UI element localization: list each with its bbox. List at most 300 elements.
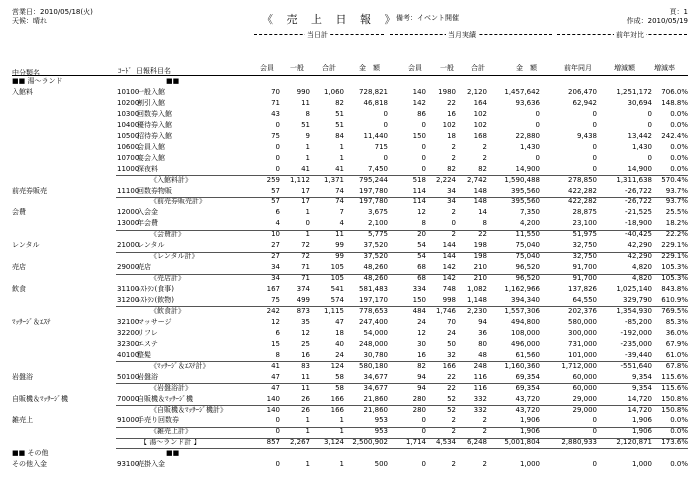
value-diff: -26,722: [624, 197, 652, 206]
page-number: 頁：1: [669, 8, 688, 16]
value-today-amount: 54,000: [363, 328, 388, 337]
weather: 天候：晴れ: [12, 17, 47, 25]
code-cell: 10500: [117, 131, 140, 140]
value-prev-month: 101,000: [568, 350, 597, 359]
value-today-general: 17: [301, 186, 310, 195]
code-cell: 50100: [117, 372, 140, 381]
col-rate: 増減率: [654, 64, 675, 72]
value-month-general: 2: [451, 208, 456, 217]
col-today-general: 一般: [290, 64, 304, 72]
value-month-member: 12: [417, 328, 426, 337]
value-today-general: 72: [301, 252, 310, 261]
value-month-total: 148: [473, 186, 487, 195]
value-prev-month: 51,975: [572, 230, 597, 239]
value-rate: 769.5%: [661, 306, 688, 315]
code-cell: 10600: [117, 142, 140, 151]
value-month-member: 86: [417, 109, 426, 118]
value-rate: 36.0%: [665, 328, 688, 337]
value-today-total: 18: [335, 328, 344, 337]
item-cell: 会員入館: [137, 142, 165, 151]
value-month-total: 210: [473, 263, 487, 272]
value-today-amount: 247,400: [359, 317, 388, 326]
category-cell: 入館料: [12, 87, 33, 96]
value-month-member: 0: [421, 164, 426, 173]
value-today-general: 1,112: [289, 175, 310, 184]
value-month-amount: 69,354: [515, 372, 540, 381]
col-diff: 増減額: [614, 64, 635, 72]
table-row: [0, 284, 700, 294]
value-rate: 85.3%: [665, 317, 688, 326]
category-cell: ■■ その他: [12, 449, 49, 458]
value-today-general: 26: [301, 394, 310, 403]
subtotal-rule: [116, 175, 688, 176]
value-today-amount: 34,677: [363, 372, 388, 381]
item-cell: 一般入館: [137, 87, 165, 96]
value-month-general: 22: [447, 372, 456, 381]
value-month-general: 50: [447, 339, 456, 348]
value-month-amount: 11,550: [515, 230, 540, 239]
value-today-general: 51: [301, 120, 310, 129]
value-month-total: 48: [478, 350, 487, 359]
table-row: [0, 218, 700, 228]
value-month-member: 280: [412, 394, 426, 403]
col-month-general: 一般: [440, 64, 454, 72]
value-today-total: 24: [335, 350, 344, 359]
total-row: [0, 405, 700, 415]
value-month-total: 2,742: [466, 175, 487, 184]
value-month-general: 82: [447, 164, 456, 173]
value-month-amount: 96,520: [515, 263, 540, 272]
value-rate: 22.2%: [665, 230, 688, 239]
value-today-member: 0: [275, 416, 280, 425]
value-today-member: 75: [271, 296, 280, 304]
value-rate: 0.0%: [670, 120, 688, 129]
value-month-member: 0: [421, 153, 426, 162]
value-month-general: 70: [447, 317, 456, 326]
value-rate: 610.9%: [661, 296, 688, 304]
value-today-general: 499: [296, 296, 310, 304]
value-diff: 14,720: [627, 394, 652, 403]
value-month-general: 2: [451, 460, 456, 469]
value-today-amount: 0: [383, 120, 388, 129]
value-month-member: 142: [412, 98, 426, 107]
value-today-member: 47: [271, 383, 280, 392]
value-month-member: 0: [421, 416, 426, 425]
value-prev-month: 91,700: [572, 274, 597, 283]
item-cell: 優待券入館: [137, 120, 172, 129]
value-today-amount: 728,821: [359, 87, 388, 96]
value-diff: 14,720: [627, 405, 652, 414]
value-today-total: 541: [330, 285, 344, 294]
value-today-general: 1: [305, 230, 310, 239]
value-today-general: 11: [301, 372, 310, 381]
value-prev-month: 23,100: [572, 219, 597, 228]
item-cell: ■■: [166, 449, 180, 458]
value-today-member: 34: [271, 274, 280, 283]
value-month-general: 18: [447, 131, 456, 140]
value-diff: 0: [647, 120, 652, 129]
value-today-amount: 197,780: [359, 197, 388, 206]
value-rate: 18.2%: [665, 219, 688, 228]
value-today-amount: 34,677: [363, 383, 388, 392]
value-month-member: 518: [412, 175, 426, 184]
item-cell: 回数券入館: [137, 109, 172, 118]
value-rate: 105.3%: [661, 263, 688, 272]
table-row: [0, 131, 700, 141]
value-today-amount: 21,860: [363, 394, 388, 403]
item-cell: ﾚｽﾄﾗﾝ(食事): [137, 285, 174, 294]
value-month-amount: 1,590,488: [504, 175, 540, 184]
code-cell: 11000: [117, 164, 140, 173]
value-prev-month: 29,000: [572, 405, 597, 414]
item-cell: 手売り回数券: [137, 416, 179, 425]
value-prev-month: 731,000: [568, 339, 597, 348]
value-month-general: 2: [451, 427, 456, 436]
value-month-total: 116: [473, 383, 487, 392]
value-month-member: 94: [417, 372, 426, 381]
item-cell: マッサージ: [137, 317, 172, 326]
value-today-general: 374: [296, 285, 310, 294]
value-today-member: 0: [275, 120, 280, 129]
table-row: [0, 262, 700, 272]
value-month-amount: 43,720: [515, 405, 540, 414]
item-cell: 《売店計》: [150, 274, 185, 283]
value-today-amount: 11,440: [363, 131, 388, 140]
section-row: [0, 448, 700, 458]
subtotal-rule: [116, 230, 688, 231]
value-rate: 148.8%: [661, 98, 688, 107]
value-today-amount: 37,520: [363, 241, 388, 250]
value-diff: -551,640: [620, 361, 652, 370]
value-month-amount: 96,520: [515, 274, 540, 283]
col-today-total: 合計: [322, 64, 336, 72]
code-cell: 93100: [117, 460, 140, 469]
value-month-general: 52: [447, 394, 456, 403]
subtotal-rule: [116, 306, 688, 307]
value-today-general: 990: [296, 87, 310, 96]
value-today-amount: 3,675: [367, 208, 388, 217]
value-diff: 30,694: [627, 98, 652, 107]
value-prev-month: 2,880,933: [561, 438, 597, 447]
value-month-general: 1980: [438, 87, 456, 96]
value-today-member: 12: [271, 317, 280, 326]
value-month-total: 2: [482, 416, 487, 425]
value-month-general: 2: [451, 416, 456, 425]
table-row: [0, 120, 700, 130]
value-today-general: 0: [305, 219, 310, 228]
item-cell: 《雑売上計》: [150, 427, 192, 436]
value-rate: 150.8%: [661, 394, 688, 403]
value-today-member: 140: [266, 405, 280, 414]
value-month-amount: 1,557,306: [504, 306, 540, 315]
value-today-total: 4: [339, 219, 344, 228]
col-category: 中分類名: [12, 69, 40, 77]
code-cell: 31200: [117, 296, 140, 304]
code-cell: 10400: [117, 120, 140, 129]
table-row: [0, 98, 700, 108]
value-prev-month: 0: [592, 427, 597, 436]
value-month-amount: 1,906: [519, 427, 540, 436]
total-row: [0, 196, 700, 206]
value-today-member: 167: [266, 285, 280, 294]
value-month-member: 114: [412, 197, 426, 206]
value-prev-month: 29,000: [572, 394, 597, 403]
value-rate: 843.8%: [661, 285, 688, 294]
code-cell: 10700: [117, 153, 140, 162]
value-today-total: 99: [335, 241, 344, 250]
value-month-general: 32: [447, 350, 456, 359]
table-row: [0, 164, 700, 174]
value-rate: 242.4%: [661, 131, 688, 140]
value-month-member: 54: [417, 252, 426, 261]
table-row: [0, 372, 700, 382]
value-diff: 1,354,930: [616, 306, 652, 315]
value-month-member: 8: [421, 219, 426, 228]
subtotal-rule: [116, 405, 688, 406]
value-today-member: 0: [275, 460, 280, 469]
value-today-general: 16: [301, 350, 310, 359]
value-rate: 93.7%: [665, 197, 688, 206]
total-row: [0, 251, 700, 261]
value-month-member: 68: [417, 263, 426, 272]
total-row: [0, 273, 700, 283]
value-today-member: 47: [271, 372, 280, 381]
table-row: [0, 415, 700, 425]
value-diff: 42,290: [627, 241, 652, 250]
item-cell: 深夜料: [137, 164, 158, 173]
value-month-total: 82: [478, 164, 487, 173]
table-row: [0, 186, 700, 196]
value-month-general: 2: [451, 142, 456, 151]
value-today-amount: 795,244: [359, 175, 388, 184]
category-cell: ﾏｯｻｰｼﾞ＆ｴｽﾃ: [12, 317, 51, 326]
item-cell: 整髪: [137, 350, 151, 359]
value-month-member: 12: [417, 208, 426, 217]
value-today-amount: 581,483: [359, 285, 388, 294]
value-today-total: 51: [335, 109, 344, 118]
value-today-member: 70: [271, 87, 280, 96]
value-today-member: 857: [266, 438, 280, 447]
value-today-member: 71: [271, 98, 280, 107]
value-month-general: 102: [442, 120, 456, 129]
category-cell: 売店: [12, 263, 26, 272]
value-month-general: 0: [451, 219, 456, 228]
value-month-general: 34: [447, 186, 456, 195]
table-row: [0, 240, 700, 250]
col-today-amount: 金 額: [359, 64, 380, 72]
total-row: [0, 361, 700, 371]
value-prev-month: 0: [592, 164, 597, 173]
value-month-amount: 1,162,966: [504, 285, 540, 294]
value-rate: 0.0%: [670, 164, 688, 173]
item-cell: 自販機＆ﾏｯｻｰｼﾞ機: [137, 394, 193, 403]
value-today-total: 74: [335, 197, 344, 206]
value-diff: -192,000: [620, 328, 652, 337]
value-today-total: 105: [330, 274, 344, 283]
value-month-amount: 93,636: [515, 98, 540, 107]
value-prev-month: 278,850: [568, 175, 597, 184]
value-today-amount: 715: [374, 142, 388, 151]
value-rate: 173.6%: [661, 438, 688, 447]
value-prev-month: 580,000: [568, 317, 597, 326]
table-row: [0, 394, 700, 404]
value-today-amount: 580,180: [359, 361, 388, 370]
value-today-total: 166: [330, 405, 344, 414]
value-month-member: 0: [421, 460, 426, 469]
value-month-amount: 14,900: [515, 164, 540, 173]
value-month-general: 142: [442, 274, 456, 283]
item-cell: 売掛入金: [137, 460, 165, 469]
code-cell: 29000: [117, 263, 140, 272]
value-month-total: 148: [473, 197, 487, 206]
value-prev-month: 0: [592, 460, 597, 469]
value-month-general: 1,746: [435, 306, 456, 315]
item-cell: ■■: [166, 77, 180, 85]
value-prev-month: 422,282: [568, 186, 597, 195]
value-prev-month: 422,282: [568, 197, 597, 206]
value-month-general: 52: [447, 405, 456, 414]
value-today-general: 72: [301, 241, 310, 250]
value-prev-month: 9,438: [576, 131, 597, 140]
value-month-amount: 395,560: [511, 197, 540, 206]
code-cell: 13000: [117, 219, 140, 228]
subtotal-rule: [116, 197, 688, 198]
total-row: [0, 426, 700, 436]
value-today-amount: 37,520: [363, 252, 388, 261]
value-month-amount: 1,000: [519, 460, 540, 469]
value-today-total: 11: [335, 230, 344, 239]
value-rate: 115.6%: [661, 372, 688, 381]
value-prev-month: 0: [592, 153, 597, 162]
item-cell: 《会費計》: [150, 230, 185, 239]
value-rate: 61.0%: [665, 350, 688, 359]
value-today-general: 12: [301, 328, 310, 337]
value-month-member: 140: [412, 87, 426, 96]
value-today-member: 0: [275, 164, 280, 173]
value-prev-month: 1,712,000: [561, 361, 597, 370]
value-month-general: 4,534: [435, 438, 456, 447]
value-today-member: 0: [275, 153, 280, 162]
code-cell: 31100: [117, 285, 140, 294]
col-prev-month: 前年同月: [564, 64, 592, 72]
value-today-general: 1: [305, 427, 310, 436]
value-today-amount: 500: [374, 460, 388, 469]
value-rate: 67.8%: [665, 361, 688, 370]
value-month-amount: 395,560: [511, 186, 540, 195]
value-today-total: 1: [339, 460, 344, 469]
value-today-total: 1,060: [323, 87, 344, 96]
value-month-total: 80: [478, 339, 487, 348]
table-row: [0, 153, 700, 163]
value-today-total: 58: [335, 383, 344, 392]
category-cell: 雑売上: [12, 416, 33, 425]
value-month-total: 2,230: [466, 306, 487, 315]
value-today-general: 1: [305, 142, 310, 151]
value-month-amount: 7,350: [519, 208, 540, 217]
value-rate: 150.8%: [661, 405, 688, 414]
table-row: [0, 295, 700, 305]
category-cell: 飲食: [12, 285, 26, 294]
value-month-member: 54: [417, 241, 426, 250]
value-month-general: 748: [442, 285, 456, 294]
value-today-total: 82: [335, 98, 344, 107]
value-diff: 0: [647, 109, 652, 118]
value-today-total: 40: [335, 339, 344, 348]
value-today-general: 2,267: [289, 438, 310, 447]
category-cell: 岩盤浴: [12, 372, 33, 381]
value-month-general: 144: [442, 241, 456, 250]
value-month-amount: 494,800: [511, 317, 540, 326]
value-today-total: 574: [330, 296, 344, 304]
value-month-total: 198: [473, 241, 487, 250]
value-today-amount: 48,260: [363, 274, 388, 283]
value-month-amount: 0: [535, 120, 540, 129]
value-month-member: 16: [417, 350, 426, 359]
value-rate: 229.1%: [661, 252, 688, 261]
value-diff: 4,820: [631, 263, 652, 272]
item-cell: 《レンタル計》: [150, 252, 199, 261]
category-cell: その他入金: [12, 460, 47, 469]
value-today-general: 41: [301, 164, 310, 173]
value-month-member: 114: [412, 186, 426, 195]
item-cell: 年会費: [137, 219, 158, 228]
value-month-total: 210: [473, 274, 487, 283]
value-month-general: 998: [442, 296, 456, 304]
value-prev-month: 0: [592, 120, 597, 129]
value-month-total: 2: [482, 460, 487, 469]
value-rate: 570.4%: [661, 175, 688, 184]
value-today-total: 105: [330, 263, 344, 272]
col-today-member: 会員: [260, 64, 274, 72]
value-today-member: 15: [271, 339, 280, 348]
value-today-total: 3,124: [323, 438, 344, 447]
value-today-general: 35: [301, 317, 310, 326]
value-today-general: 71: [301, 263, 310, 272]
value-today-total: 124: [330, 361, 344, 370]
value-rate: 229.1%: [661, 241, 688, 250]
value-month-member: 0: [421, 427, 426, 436]
value-today-amount: 2,500,902: [352, 438, 388, 447]
value-today-general: 9: [305, 131, 310, 140]
code-cell: 11100: [117, 186, 140, 195]
value-today-member: 140: [266, 394, 280, 403]
value-rate: 67.9%: [665, 339, 688, 348]
value-today-member: 57: [271, 186, 280, 195]
value-month-general: 34: [447, 197, 456, 206]
value-month-member: 150: [412, 296, 426, 304]
item-cell: 《自販機＆ﾏｯｻｰｼﾞ機計》: [150, 405, 227, 414]
value-month-total: 332: [473, 394, 487, 403]
value-today-total: 1: [339, 142, 344, 151]
value-today-total: 1: [339, 427, 344, 436]
value-rate: 0.0%: [670, 427, 688, 436]
value-today-total: 7: [339, 208, 344, 217]
value-today-total: 1: [339, 416, 344, 425]
value-diff: -21,525: [624, 208, 652, 217]
value-month-total: 2,120: [466, 87, 487, 96]
value-month-member: 150: [412, 131, 426, 140]
value-diff: 1,025,140: [616, 285, 652, 294]
value-today-amount: 0: [383, 153, 388, 162]
value-prev-month: 60,000: [572, 372, 597, 381]
value-today-amount: 0: [383, 109, 388, 118]
value-month-amount: 43,720: [515, 394, 540, 403]
value-prev-month: 202,376: [568, 306, 597, 315]
value-month-total: 6,248: [466, 438, 487, 447]
value-rate: 0.0%: [670, 153, 688, 162]
value-month-member: 0: [421, 120, 426, 129]
value-today-general: 11: [301, 98, 310, 107]
